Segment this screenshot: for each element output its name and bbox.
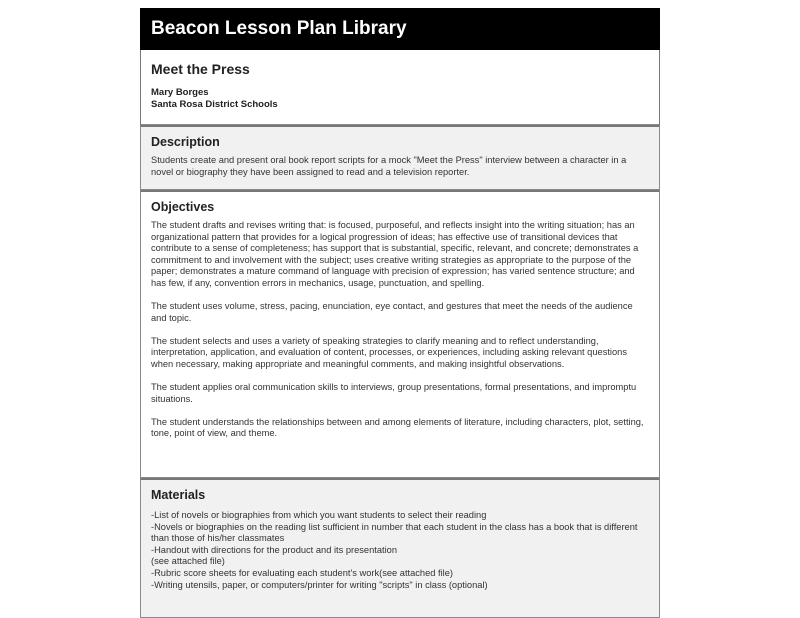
objective-item: The student understands the relationships between and among elements of literature, including characters, plot, setting, tone, point of view, and theme.: [151, 416, 644, 439]
objectives-heading: Objectives: [151, 200, 215, 214]
lesson-plan-page: [140, 8, 660, 618]
lesson-title: Meet the Press: [151, 61, 250, 77]
objective-item: The student drafts and revises writing that: is focused, purposeful, and reflects insight into the writing situation; has an organizational pattern that provides for a logical progression of ideas; has effective use of transitional devices that contribute to a sense of completeness; has support that is substantial, specific, relevant, and concrete; demonstrates a commitment to and involvement with the subject; uses creative writing strategies as appropriate to the purpose of the paper; demonstrates a mature command of language with precision of expression; has varied sentence structure; and has few, if any, convention errors in mechanics, usage, punctuation, and spelling.: [151, 220, 639, 288]
material-item: -Novels or biographies on the reading list sufficient in number that each student in the class has a book that is different than those of his/her classmates: [151, 521, 638, 544]
material-item: (see attached file): [151, 556, 225, 567]
school-name: Santa Rosa District Schools: [151, 99, 278, 110]
material-item: -Handout with directions for the product and its presentation: [151, 544, 397, 555]
objective-item: The student applies oral communication skills to interviews, group presentations, formal presentations, and impromptu situations.: [151, 382, 637, 404]
author-name: Mary Borges: [151, 87, 209, 98]
lesson-header: [140, 50, 660, 125]
material-item: -Rubric score sheets for evaluating each student's work(see attached file): [151, 567, 454, 578]
objectives-section: [140, 190, 660, 478]
materials-section: [140, 478, 660, 618]
material-item: -List of novels or biographies from which you want students to select their reading: [151, 510, 487, 520]
objective-item: The student uses volume, stress, pacing, enunciation, eye contact, and gestures that meet the needs of the audience and topic.: [151, 301, 633, 323]
description-heading: Description: [151, 135, 220, 149]
material-item: -Writing utensils, paper, or computers/printer for writing "scripts" in class (optional): [151, 579, 488, 590]
description-section: [140, 125, 660, 190]
site-banner: [140, 8, 660, 50]
materials-heading: Materials: [151, 488, 206, 502]
description-text: Students create and present oral book report scripts for a mock "Meet the Press" interview between a character in a novel or biography they have been assigned to read and a television reporter.: [151, 155, 627, 177]
site-title: Beacon Lesson Plan Library: [151, 18, 407, 39]
objective-item: The student selects and uses a variety of speaking strategies to clarify meaning and to reflect understanding, interpretation, application, and evaluation of content, processes, or experiences, including asking relevant questions when necessary, making appropriate and meaningful comments, and making insightful observations.: [151, 335, 627, 369]
